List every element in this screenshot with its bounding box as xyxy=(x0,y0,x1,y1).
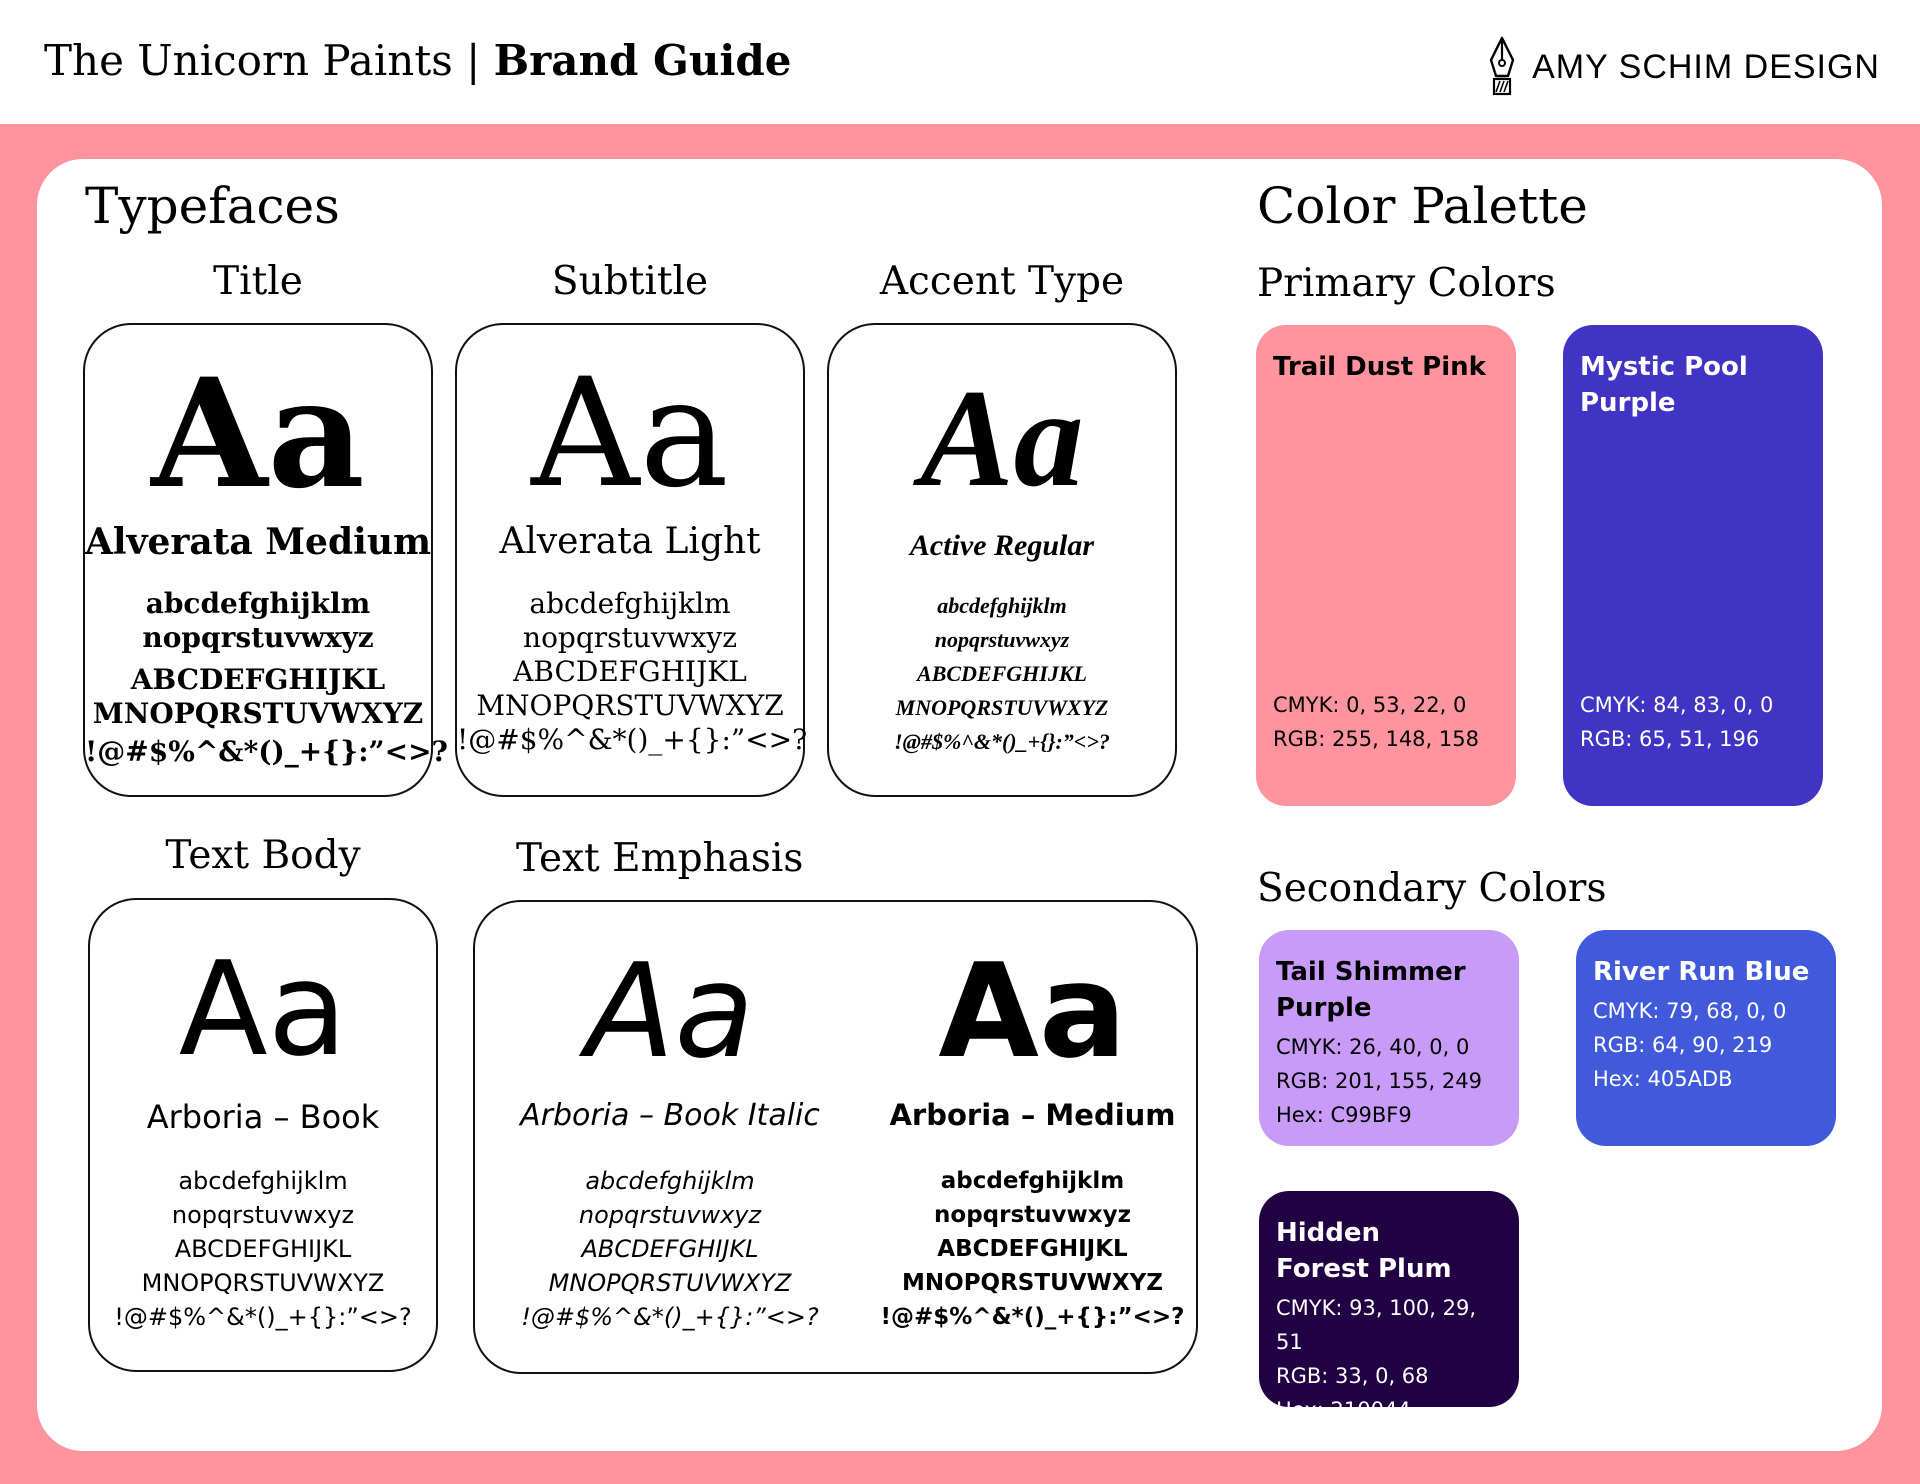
swatch-tail-shimmer-purple xyxy=(1259,930,1519,1146)
swatch-cmyk: CMYK: 79, 68, 0, 0 xyxy=(1593,999,1787,1023)
swatch-name-line-1: Mystic Pool xyxy=(1580,352,1748,382)
subtitle-lowercase-1: abcdefghijklm xyxy=(529,587,731,620)
swatch-hex: Hex: 405ADB xyxy=(1593,1067,1733,1091)
subtitle-character-set xyxy=(457,587,808,757)
swatch-values xyxy=(1593,994,1819,1096)
title-lowercase-2: nopqrstuvwxyz xyxy=(142,621,374,654)
title-uppercase-1: ABCDEFGHIJKL xyxy=(130,663,386,696)
document-title xyxy=(44,36,791,85)
title-font-name: Alverata Medium xyxy=(85,521,432,563)
swatch-name xyxy=(1276,1215,1502,1287)
title-character-set xyxy=(85,587,448,769)
typefaces-heading: Typefaces xyxy=(85,177,340,235)
swatch-cmyk: CMYK: 93, 100, 29, 51 xyxy=(1276,1296,1477,1354)
subtitle-uppercase-1: ABCDEFGHIJKL xyxy=(513,655,747,688)
swatch-name xyxy=(1593,954,1819,990)
swatch-values xyxy=(1276,1030,1502,1132)
emphasis-medium-lowercase-1: abcdefghijklm xyxy=(940,1168,1125,1194)
studio-name: AMY SCHIM DESIGN xyxy=(1532,47,1880,86)
body-symbols: !@#$%^&*()_+{}:”<>? xyxy=(114,1303,412,1331)
swatch-cmyk: CMYK: 0, 53, 22, 0 xyxy=(1273,693,1467,717)
swatch-name-line-2: Forest Plum xyxy=(1276,1254,1452,1284)
emphasis-medium-font-name: Arboria – Medium xyxy=(889,1098,1176,1132)
title-typeface-label: Title xyxy=(213,259,303,304)
body-lowercase-2: nopqrstuvwxyz xyxy=(171,1201,355,1229)
body-typeface-card xyxy=(88,898,438,1372)
title-sample-glyphs: Aa xyxy=(151,346,365,522)
swatch-name xyxy=(1276,954,1502,1026)
swatch-rgb: RGB: 201, 155, 249 xyxy=(1276,1069,1482,1093)
swatch-name-line-2: Purple xyxy=(1580,388,1676,418)
subtitle-symbols: !@#$%^&*()_+{}:”<>? xyxy=(457,723,808,756)
subtitle-sample-glyphs: Aa xyxy=(531,347,729,521)
body-uppercase-2: MNOPQRSTUVWXYZ xyxy=(141,1269,385,1297)
swatch-name xyxy=(1273,349,1499,385)
emphasis-italic-uppercase-1: ABCDEFGHIJKL xyxy=(581,1235,759,1263)
primary-colors-heading: Primary Colors xyxy=(1257,261,1556,306)
swatch-rgb: RGB: 65, 51, 196 xyxy=(1580,727,1760,751)
swatch-hex: Hex: 210044 xyxy=(1276,1398,1411,1422)
emphasis-medium-column xyxy=(865,902,1200,1372)
subtitle-typeface-card xyxy=(455,323,808,797)
subtitle-font-name: Alverata Light xyxy=(499,521,761,562)
emphasis-typeface-label: Text Emphasis xyxy=(516,836,804,881)
accent-lowercase-2: nopqrstuvwxyz xyxy=(934,627,1070,652)
body-typeface-label: Text Body xyxy=(165,833,361,878)
swatch-cmyk: CMYK: 84, 83, 0, 0 xyxy=(1580,693,1774,717)
accent-typeface-card xyxy=(827,323,1177,797)
emphasis-medium-lowercase-2: nopqrstuvwxyz xyxy=(934,1202,1131,1228)
body-font-name: Arboria – Book xyxy=(146,1098,380,1136)
swatch-rgb: RGB: 33, 0, 68 xyxy=(1276,1364,1429,1388)
accent-font-name: Active Regular xyxy=(909,529,1095,562)
title-symbols: !@#$%^&*()_+{}:”<>? xyxy=(85,735,448,768)
title-lowercase-1: abcdefghijklm xyxy=(145,587,371,620)
emphasis-medium-symbols: !@#$%^&*()_+{}:”<>? xyxy=(880,1304,1185,1330)
emphasis-medium-sample-glyphs: Aa xyxy=(938,935,1127,1087)
accent-lowercase-1: abcdefghijklm xyxy=(937,593,1067,618)
accent-uppercase-2: MNOPQRSTUVWXYZ xyxy=(895,695,1109,720)
emphasis-italic-column xyxy=(475,902,865,1372)
emphasis-italic-uppercase-2: MNOPQRSTUVWXYZ xyxy=(548,1269,792,1297)
emphasis-medium-uppercase-1: ABCDEFGHIJKL xyxy=(937,1236,1128,1262)
emphasis-medium-uppercase-2: MNOPQRSTUVWXYZ xyxy=(902,1270,1163,1296)
emphasis-medium-character-set xyxy=(865,1164,1200,1334)
swatch-name-line-2: Purple xyxy=(1276,993,1372,1023)
content-panel xyxy=(37,159,1882,1451)
accent-symbols: !@#$%^&*()_+{}:”<>? xyxy=(894,729,1110,754)
swatch-rgb: RGB: 64, 90, 219 xyxy=(1593,1033,1773,1057)
swatch-mystic-pool-purple xyxy=(1563,325,1823,806)
swatch-hex: Hex: C99BF9 xyxy=(1276,1103,1412,1127)
title-typeface-card xyxy=(83,323,448,797)
accent-character-set xyxy=(829,589,1175,759)
emphasis-italic-lowercase-2: nopqrstuvwxyz xyxy=(578,1201,762,1229)
swatch-name-line-1: Trail Dust Pink xyxy=(1273,352,1486,382)
color-palette-heading: Color Palette xyxy=(1257,177,1588,235)
emphasis-typeface-card xyxy=(473,900,1198,1374)
accent-typeface-label: Accent Type xyxy=(879,259,1125,304)
body-sample-glyphs: Aa xyxy=(178,933,348,1085)
body-character-set xyxy=(90,1164,436,1334)
document-title-bold: Brand Guide xyxy=(493,36,792,85)
header-bar xyxy=(0,0,1920,124)
swatch-cmyk: CMYK: 26, 40, 0, 0 xyxy=(1276,1035,1470,1059)
swatch-values xyxy=(1273,688,1479,756)
emphasis-italic-lowercase-1: abcdefghijklm xyxy=(585,1167,755,1195)
swatch-name-line-1: Tail Shimmer xyxy=(1276,957,1466,987)
swatch-rgb: RGB: 255, 148, 158 xyxy=(1273,727,1479,751)
swatch-name xyxy=(1580,349,1806,421)
swatch-values xyxy=(1276,1291,1502,1427)
swatch-river-run-blue xyxy=(1576,930,1836,1146)
swatch-name-line-1: Hidden xyxy=(1276,1218,1381,1248)
studio-logo xyxy=(1486,36,1880,98)
fountain-pen-icon xyxy=(1486,36,1518,98)
emphasis-italic-sample-glyphs: Aa xyxy=(585,935,755,1087)
accent-uppercase-1: ABCDEFGHIJKL xyxy=(917,661,1087,686)
emphasis-italic-symbols: !@#$%^&*()_+{}:”<>? xyxy=(521,1303,819,1331)
body-lowercase-1: abcdefghijklm xyxy=(178,1167,348,1195)
document-title-main: The Unicorn Paints | xyxy=(44,36,494,85)
subtitle-typeface-label: Subtitle xyxy=(551,259,709,304)
emphasis-italic-character-set xyxy=(475,1164,865,1334)
swatch-trail-dust-pink xyxy=(1256,325,1516,806)
swatch-values xyxy=(1580,688,1773,756)
swatch-name-line-1: River Run Blue xyxy=(1593,957,1810,987)
secondary-colors-heading: Secondary Colors xyxy=(1257,866,1607,911)
title-uppercase-2: MNOPQRSTUVWXYZ xyxy=(92,697,424,730)
accent-sample-glyphs: Aa xyxy=(920,361,1084,516)
subtitle-lowercase-2: nopqrstuvwxyz xyxy=(523,621,737,654)
swatch-hidden-forest-plum xyxy=(1259,1191,1519,1422)
body-uppercase-1: ABCDEFGHIJKL xyxy=(174,1235,352,1263)
emphasis-italic-font-name: Arboria – Book Italic xyxy=(520,1098,820,1133)
subtitle-uppercase-2: MNOPQRSTUVWXYZ xyxy=(476,689,784,722)
